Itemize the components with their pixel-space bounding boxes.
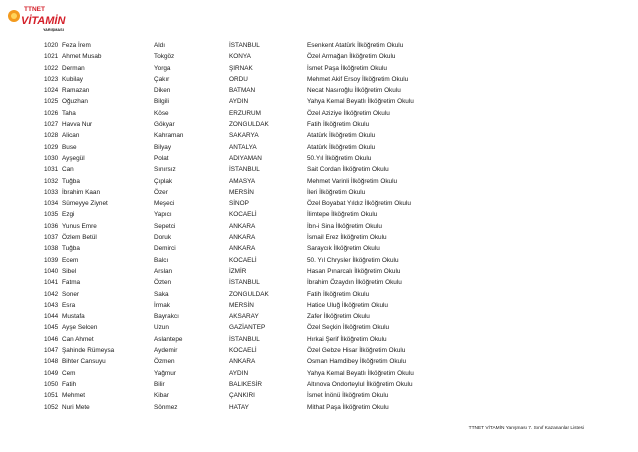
row-number: 1037 [44, 234, 59, 242]
student-school: İbrahim Özaydın İlköğretim Okulu [307, 279, 402, 287]
page-footer: TTNET VİTAMİN Yarışması 7. Sınıf Kazananlar Listesi [468, 426, 584, 431]
student-surname: Sepetci [154, 222, 176, 230]
student-city: ANKARA [229, 222, 256, 230]
student-surname: Köse [154, 109, 169, 117]
student-surname: Bilir [154, 380, 165, 388]
list-row [0, 85, 638, 96]
student-surname: Demirci [154, 245, 176, 253]
student-city: KOCAELİ [229, 211, 257, 219]
student-city: AYDIN [229, 98, 249, 106]
student-school: Özel Gebze Hisar İlköğretim Okulu [307, 347, 406, 355]
list-row [0, 176, 638, 187]
student-surname: Kahraman [154, 132, 184, 140]
list-row [0, 311, 638, 322]
student-name: Yunus Emre [62, 222, 97, 230]
student-surname: Yapıcı [154, 211, 172, 219]
student-school: Özel Aziziye İlköğretim Okulu [307, 109, 390, 117]
student-name: İbrahim Kaan [62, 188, 101, 196]
student-surname: İrmak [154, 301, 170, 309]
list-row [0, 390, 638, 401]
row-number: 1050 [44, 380, 59, 388]
list-row [0, 96, 638, 107]
student-city: ZONGULDAK [229, 290, 269, 298]
student-city: ERZURUM [229, 109, 261, 117]
student-name: Ezgi [62, 211, 75, 219]
student-surname: Çıplak [154, 177, 173, 185]
student-city: BATMAN [229, 87, 256, 95]
list-row [0, 243, 638, 254]
student-school: Saraycık İlköğretim Okulu [307, 245, 380, 253]
student-school: Mehmet Varinli İlköğretim Okulu [307, 177, 398, 185]
student-name: Tuğba [62, 245, 80, 253]
row-number: 1034 [44, 200, 59, 208]
list-row [0, 209, 638, 220]
student-surname: Doruk [154, 234, 172, 242]
student-name: Ayşe Selcen [62, 324, 98, 332]
student-name: Buse [62, 143, 77, 151]
student-school: Fatih İlköğretim Okulu [307, 290, 370, 298]
student-name: Ayşegül [62, 154, 85, 162]
vitamin-logo-icon [6, 3, 74, 33]
student-city: İSTANBUL [229, 42, 260, 49]
winners-list [0, 40, 638, 413]
list-row [0, 51, 638, 62]
list-row [0, 164, 638, 175]
student-surname: Yağmur [154, 369, 176, 377]
row-number: 1023 [44, 75, 59, 83]
row-number: 1039 [44, 256, 59, 264]
student-name: Tuğba [62, 177, 80, 185]
student-school: Osman Hamdibey İlköğretim Okulu [307, 358, 407, 366]
student-name: Fatma [62, 279, 81, 287]
student-city: ŞIRNAK [229, 64, 253, 72]
row-number: 1025 [44, 98, 59, 106]
student-surname: Sönmez [154, 403, 178, 411]
student-city: KOCAELİ [229, 256, 257, 264]
student-surname: Tokgöz [154, 53, 175, 61]
student-school: İbn-i Sina İlköğretim Okulu [307, 222, 382, 230]
student-city: ANTALYA [229, 143, 257, 151]
list-row [0, 187, 638, 198]
row-number: 1028 [44, 132, 59, 140]
list-row [0, 379, 638, 390]
student-school: Esenkent Atatürk İlköğretim Okulu [307, 42, 404, 49]
student-city: ÇANKIRI [229, 392, 255, 400]
row-number: 1052 [44, 403, 59, 411]
student-city: ADIYAMAN [229, 154, 262, 162]
list-row [0, 63, 638, 74]
student-school: 50.Yıl İlköğretim Okulu [307, 154, 372, 162]
student-school: Özel Armağan İlköğretim Okulu [307, 53, 396, 61]
student-surname: Gökyar [154, 121, 175, 129]
student-school: Yahya Kemal Beyatlı İlköğretim Okulu [307, 369, 414, 377]
row-number: 1030 [44, 154, 59, 162]
student-city: AYDIN [229, 369, 249, 377]
student-name: Havva Nur [62, 121, 93, 129]
student-city: BALIKESİR [229, 380, 263, 388]
row-number: 1045 [44, 324, 59, 332]
list-row [0, 345, 638, 356]
student-city: GAZİANTEP [229, 324, 266, 332]
student-surname: Sınırsız [154, 166, 176, 174]
student-city: SAKARYA [229, 132, 259, 140]
row-number: 1047 [44, 347, 59, 355]
list-row [0, 153, 638, 164]
student-school: Zafer İlköğretim Okulu [307, 313, 370, 321]
student-city: ORDU [229, 75, 248, 83]
student-name: Mehmet [62, 392, 86, 400]
student-surname: Balcı [154, 256, 169, 264]
student-name: Cem [62, 369, 76, 377]
list-row [0, 255, 638, 266]
student-school: Atatürk İlköğretim Okulu [307, 143, 376, 151]
student-city: MERSİN [229, 301, 254, 309]
student-surname: Aslantepe [154, 335, 183, 343]
student-city: ZONGULDAK [229, 121, 269, 129]
student-name: Can Ahmet [62, 335, 94, 343]
row-number: 1044 [44, 313, 59, 321]
student-school: Yahya Kemal Beyatlı İlköğretim Okulu [307, 98, 414, 106]
student-surname: Özmen [154, 358, 175, 366]
list-row [0, 300, 638, 311]
list-row [0, 356, 638, 367]
row-number: 1029 [44, 143, 59, 151]
student-city: KONYA [229, 53, 251, 61]
student-school: Fatih İlköğretim Okulu [307, 121, 370, 129]
student-school: 50. Yıl Chrysler İlköğretim Okulu [307, 256, 399, 264]
student-city: İSTANBUL [229, 279, 260, 287]
row-number: 1027 [44, 121, 59, 129]
student-name: Kubilay [62, 75, 83, 83]
student-city: AMASYA [229, 177, 256, 185]
student-surname: Aldı [154, 42, 166, 49]
student-school: Mithat Paşa İlköğretim Okulu [307, 403, 389, 411]
student-school: Hatice Uluğ İlköğretim Okulu [307, 301, 388, 309]
student-surname: Yorga [154, 64, 171, 72]
row-number: 1022 [44, 64, 59, 72]
student-school: Özel Seçkin İlköğretim Okulu [307, 324, 390, 332]
row-number: 1021 [44, 53, 59, 61]
student-name: Oğuzhan [62, 98, 88, 106]
student-school: İsmail Erez İlköğretim Okulu [307, 234, 387, 242]
student-surname: Saka [154, 290, 169, 298]
row-number: 1043 [44, 301, 59, 309]
logo-brand: TTNET [24, 6, 45, 13]
logo-subtitle: YARIŞMASI [43, 28, 64, 32]
student-surname: Özer [154, 188, 168, 196]
vitamin-logo [6, 3, 74, 33]
row-number: 1038 [44, 245, 59, 253]
student-school: Atatürk İlköğretim Okulu [307, 132, 376, 140]
row-number: 1032 [44, 177, 59, 185]
student-school: Mehmet Akif Ersoy İlköğretim Okulu [307, 75, 409, 83]
student-surname: Meşeci [154, 200, 175, 208]
list-row [0, 368, 638, 379]
student-school: Hasan Pınarcalı İlköğretim Okulu [307, 267, 401, 275]
student-school: İsmet İnönü İlköğretim Okulu [307, 392, 389, 400]
student-surname: Aydemir [154, 347, 178, 355]
student-city: ANKARA [229, 234, 256, 242]
student-city: ANKARA [229, 358, 256, 366]
student-surname: Özten [154, 279, 172, 287]
student-city: İSTANBUL [229, 335, 260, 343]
student-name: Ecem [62, 256, 79, 264]
row-number: 1020 [44, 42, 59, 49]
student-surname: Polat [154, 154, 169, 162]
list-row [0, 108, 638, 119]
student-name: Soner [62, 290, 80, 298]
list-row [0, 119, 638, 130]
list-row [0, 334, 638, 345]
logo-title: VİTAMİN [21, 15, 66, 27]
list-row [0, 198, 638, 209]
student-school: İleri İlköğretim Okulu [307, 188, 366, 196]
student-name: Alican [62, 132, 80, 140]
list-row [0, 232, 638, 243]
row-number: 1036 [44, 222, 59, 230]
student-surname: Çakır [154, 75, 170, 83]
student-surname: Bilgili [154, 98, 169, 106]
list-row [0, 402, 638, 413]
student-city: KOCAELİ [229, 347, 257, 355]
student-name: Derman [62, 64, 85, 72]
row-number: 1026 [44, 109, 59, 117]
list-row [0, 142, 638, 153]
row-number: 1042 [44, 290, 59, 298]
row-number: 1031 [44, 166, 59, 174]
student-surname: Bayrakcı [154, 313, 179, 321]
student-school: Sait Cordan İlköğretim Okulu [307, 166, 389, 174]
student-school: Necat Nasıroğlu İlköğretim Okulu [307, 87, 401, 95]
list-row [0, 221, 638, 232]
student-name: Şahinde Rümeysa [62, 347, 115, 355]
student-name: Taha [62, 109, 76, 117]
student-school: Altınova Ondorteylul İlköğretim Okulu [307, 380, 413, 388]
student-name: Mustafa [62, 313, 85, 321]
student-city: AKSARAY [229, 313, 259, 321]
student-surname: Uzun [154, 324, 169, 332]
student-name: Nuri Mete [62, 403, 90, 411]
row-number: 1051 [44, 392, 59, 400]
student-surname: Bilyay [154, 143, 172, 151]
student-school: Özel Boyabat Yıldız İlköğretim Okulu [307, 200, 411, 208]
student-name: Ahmet Musab [62, 53, 102, 61]
student-city: İSTANBUL [229, 166, 260, 174]
student-name: Ramazan [62, 87, 90, 95]
list-row [0, 289, 638, 300]
row-number: 1041 [44, 279, 59, 287]
list-row [0, 74, 638, 85]
row-number: 1024 [44, 87, 59, 95]
student-name: Sümeyye Ziynet [62, 200, 108, 208]
student-name: Özlem Betül [62, 234, 97, 242]
student-name: Sibel [62, 267, 77, 275]
student-city: HATAY [229, 403, 249, 411]
student-name: Bihter Cansuyu [62, 358, 106, 366]
student-name: Fatih [62, 380, 77, 388]
student-surname: Arslan [154, 267, 173, 275]
student-school: İsmet Paşa İlköğretim Okulu [307, 64, 387, 72]
row-number: 1049 [44, 369, 59, 377]
list-row [0, 277, 638, 288]
student-surname: Diken [154, 87, 171, 95]
student-name: Can [62, 166, 74, 174]
row-number: 1035 [44, 211, 59, 219]
student-school: Hırkai Şerif İlköğretim Okulu [307, 335, 387, 343]
student-surname: Kibar [154, 392, 169, 400]
student-city: İZMİR [229, 267, 247, 275]
student-school: İlimtepe İlköğretim Okulu [307, 211, 378, 219]
row-number: 1033 [44, 188, 59, 196]
list-row [0, 130, 638, 141]
student-city: SİNOP [229, 200, 249, 208]
row-number: 1046 [44, 335, 59, 343]
student-name: Feza İrem [62, 42, 91, 49]
list-row [0, 266, 638, 277]
list-row [0, 40, 638, 51]
list-row [0, 322, 638, 333]
student-city: MERSİN [229, 188, 254, 196]
student-city: ANKARA [229, 245, 256, 253]
student-name: Esra [62, 301, 76, 309]
row-number: 1040 [44, 267, 59, 275]
row-number: 1048 [44, 358, 59, 366]
